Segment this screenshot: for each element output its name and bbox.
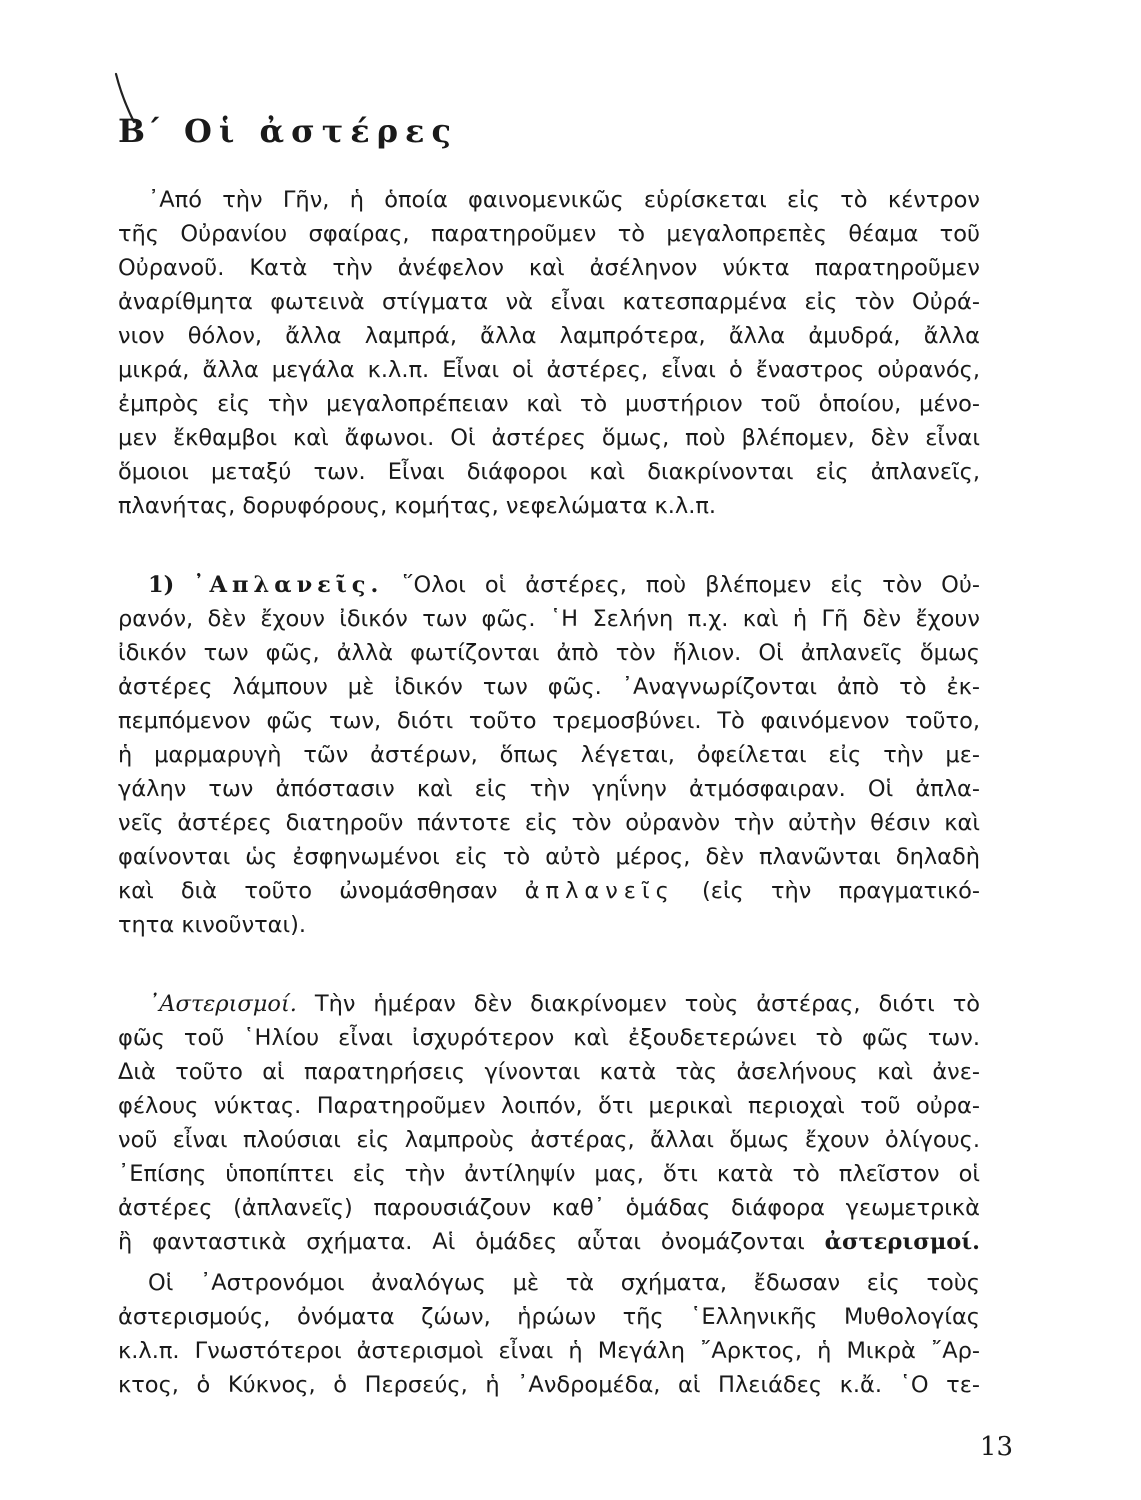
text-line: ἀναρίθμητα φωτεινὰ στίγματα νὰ εἶναι κατεσπαρμένα εἰς τὸν Οὐρά-	[118, 289, 980, 315]
text-line	[118, 874, 980, 908]
text-line: μικρά, ἄλλα μεγάλα κ.λ.π. Εἶναι οἱ ἀστέρες, εἶναι ὁ ἔναστρος οὐρανός,	[118, 357, 980, 383]
term-aplaneis: ᾿Απλανεῖς.	[193, 572, 384, 598]
text-line	[148, 987, 980, 1021]
text-span: ῞Ολοι οἱ ἀστέρες, ποὺ βλέπομεν εἰς τὸν Οὐ-	[402, 572, 980, 598]
term-asterismoi-bold: ἀστερισμοί.	[824, 1229, 981, 1255]
text-line: φῶς τοῦ ῾Ηλίου εἶναι ἰσχυρότερον καὶ ἐξουδετερώνει τὸ φῶς των.	[118, 1025, 980, 1051]
text-line: νοῦ εἶναι πλούσιαι εἰς λαμπροὺς ἀστέρας, ἄλλαι ὅμως ἔχουν ὀλίγους.	[118, 1127, 980, 1153]
text-line: τητα κινοῦνται).	[118, 912, 307, 938]
term-aplaneis-inline: ἀπλανεῖς	[524, 878, 675, 904]
text-line: ᾿Από τὴν Γῆν, ἡ ὁποία φαινομενικῶς εὑρίσκεται εἰς τὸ κέντρον	[148, 187, 980, 213]
text-line: κ.λ.π. Γνωστότεροι ἀστερισμοὶ εἶναι ἡ Μεγάλη ῎Αρκτος, ἡ Μικρὰ ῎Αρ-	[118, 1338, 980, 1364]
text-line: φαίνονται ὡς ἐσφηνωμένοι εἰς τὸ αὐτὸ μέρος, δὲν πλανῶνται δηλαδὴ	[118, 844, 980, 870]
text-line: τῆς Οὐρανίου σφαίρας, παρατηροῦμεν τὸ μεγαλοπρεπὲς θέαμα τοῦ	[118, 221, 980, 247]
text-line	[148, 568, 980, 602]
page-number: 13	[979, 1432, 1013, 1462]
text-line	[118, 1225, 980, 1259]
text-line: Οὐρανοῦ. Κατὰ τὴν ἀνέφελον καὶ ἀσέληνον νύκτα παρατηροῦμεν	[118, 255, 980, 281]
text-line: ἡ μαρμαρυγὴ τῶν ἀστέρων, ὅπως λέγεται, ὀφείλεται εἰς τὴν με-	[118, 742, 980, 768]
text-line: νεῖς ἀστέρες διατηροῦν πάντοτε εἰς τὸν οὐρανὸν τὴν αὐτὴν θέσιν καὶ	[118, 810, 980, 836]
text-line: νιον θόλον, ἄλλα λαμπρά, ἄλλα λαμπρότερα, ἄλλα ἀμυδρά, ἄλλα	[118, 323, 980, 349]
section-number: Β΄	[118, 112, 163, 150]
text-line: ᾿Επίσης ὑποπίπτει εἰς τὴν ἀντίληψίν μας, ὅτι κατὰ τὸ πλεῖστον οἱ	[118, 1161, 980, 1187]
text-line: ἀστερισμούς, ὀνόματα ζώων, ἡρώων τῆς ῾Ελληνικῆς Μυθολογίας	[118, 1304, 980, 1330]
text-line: ὅμοιοι μεταξύ των. Εἶναι διάφοροι καὶ διακρίνονται εἰς ἀπλανεῖς,	[118, 459, 980, 485]
text-line: ἰδικόν των φῶς, ἀλλὰ φωτίζονται ἀπὸ τὸν ἥλιον. Οἱ ἀπλανεῖς ὅμως	[118, 640, 980, 666]
section-heading	[118, 112, 458, 150]
text-line: γάλην των ἀπόστασιν καὶ εἰς τὴν γηΐνην ἀτμόσφαιραν. Οἱ ἀπλα-	[118, 776, 980, 802]
text-line: πεμπόμενον φῶς των, διότι τοῦτο τρεμοσβύνει. Τὸ φαινόμενον τοῦτο,	[118, 708, 980, 734]
item-number: 1)	[148, 572, 175, 598]
term-asterismoi: ᾿Αστερισμοί.	[148, 991, 297, 1017]
text-span: (εἰς τὴν πραγματικό-	[702, 878, 980, 904]
text-line: ἀστέρες (ἀπλανεῖς) παρουσιάζουν καθ᾿ ὁμάδας διάφορα γεωμετρικὰ	[118, 1195, 980, 1221]
text-line: μεν ἔκθαμβοι καὶ ἄφωνοι. Οἱ ἀστέρες ὅμως, ποὺ βλέπομεν, δὲν εἶναι	[118, 425, 980, 451]
text-line: φέλους νύκτας. Παρατηροῦμεν λοιπόν, ὅτι μερικαὶ περιοχαὶ τοῦ οὐρα-	[118, 1093, 980, 1119]
text-line: ρανόν, δὲν ἔχουν ἰδικόν των φῶς. ῾Η Σελήνη π.χ. καὶ ἡ Γῆ δὲν ἔχουν	[118, 606, 980, 632]
text-line: Οἱ ᾿Αστρονόμοι ἀναλόγως μὲ τὰ σχήματα, ἔδωσαν εἰς τοὺς	[148, 1270, 980, 1296]
text-line: ἐμπρὸς εἰς τὴν μεγαλοπρέπειαν καὶ τὸ μυστήριον τοῦ ὁποίου, μένο-	[118, 391, 980, 417]
text-span: Τὴν ἡμέραν δὲν διακρίνομεν τοὺς ἀστέρας, διότι τὸ	[314, 991, 980, 1017]
text-line: κτος, ὁ Κύκνος, ὁ Περσεύς, ἡ ᾿Ανδρομέδα, αἱ Πλειάδες κ.ἄ. ῾Ο τε-	[118, 1372, 980, 1398]
text-line: ἀστέρες λάμπουν μὲ ἰδικόν των φῶς. ᾿Αναγνωρίζονται ἀπὸ τὸ ἐκ-	[118, 674, 980, 700]
text-line: Διὰ τοῦτο αἱ παρατηρήσεις γίνονται κατὰ τὰς ἀσελήνους καὶ ἀνε-	[118, 1059, 980, 1085]
text-line: πλανήτας, δορυφόρους, κομήτας, νεφελώματα κ.λ.π.	[118, 493, 717, 519]
section-title: Οἱ ἀστέρες	[184, 112, 458, 150]
text-span: καὶ διὰ τοῦτο ὠνομάσθησαν	[118, 878, 498, 904]
text-span: ἢ φανταστικὰ σχήματα. Αἱ ὁμάδες αὗται ὀνομάζονται	[118, 1229, 805, 1255]
